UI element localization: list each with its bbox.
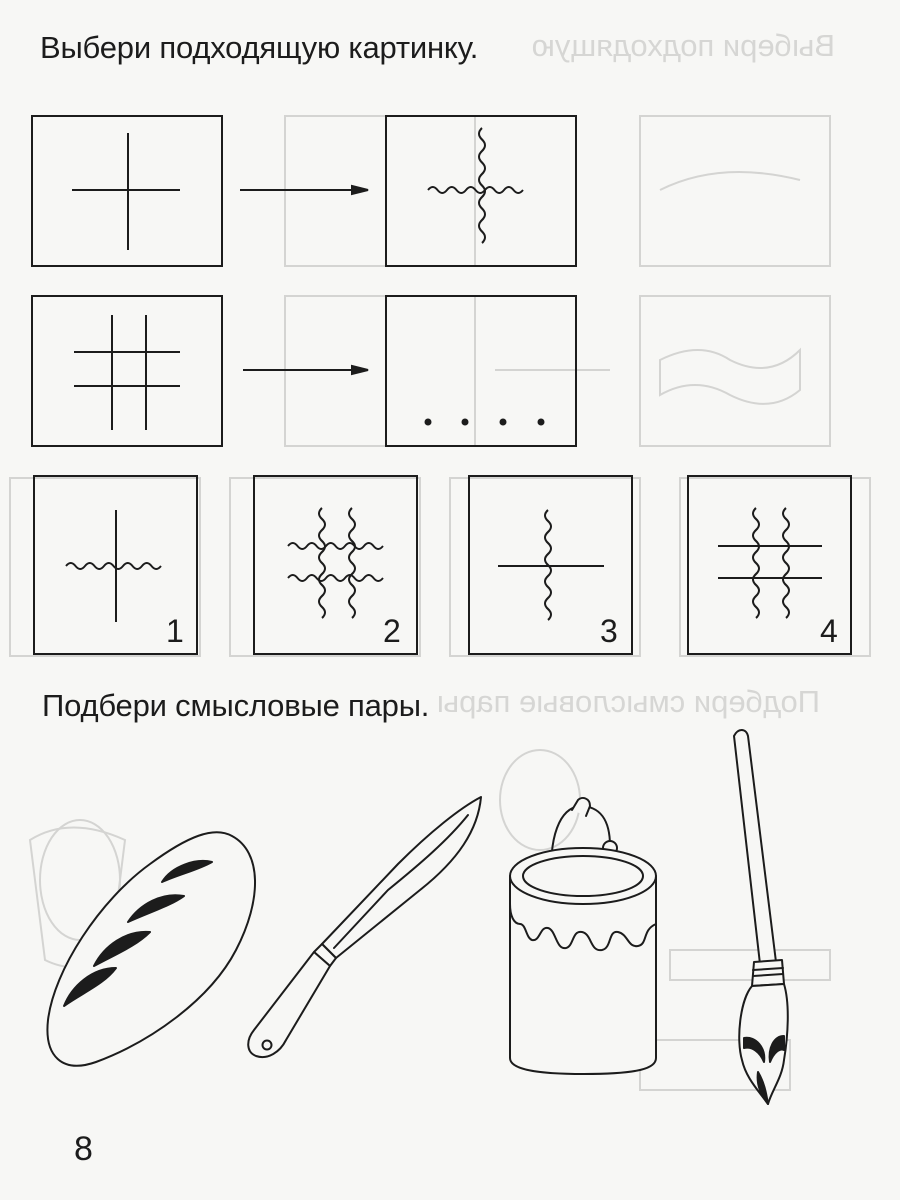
- bread-loaf-icon: [47, 832, 255, 1065]
- option-label-2: 2: [383, 613, 401, 649]
- sample-box-straight-grid: [32, 296, 222, 446]
- option-label-3: 3: [600, 613, 618, 649]
- option-label-4: 4: [820, 613, 838, 649]
- paint-bucket-icon: [510, 798, 656, 1074]
- answer-box-empty: [386, 296, 576, 446]
- option-label-1: 1: [166, 613, 184, 649]
- arrow-right-icon: [243, 366, 368, 374]
- page-number: 8: [74, 1130, 93, 1168]
- arrow-right-icon: [240, 186, 368, 194]
- task2-instruction: Подбери смысловые пары.: [42, 688, 430, 723]
- svg-text:Подбери смысловые пары: Подбери смысловые пары: [436, 684, 820, 719]
- svg-text:Выбери подходящую: Выбери подходящую: [531, 28, 835, 63]
- knife-icon: [248, 797, 481, 1057]
- paintbrush-icon: [734, 730, 788, 1104]
- task1-instruction: Выбери подходящую картинку.: [40, 30, 479, 65]
